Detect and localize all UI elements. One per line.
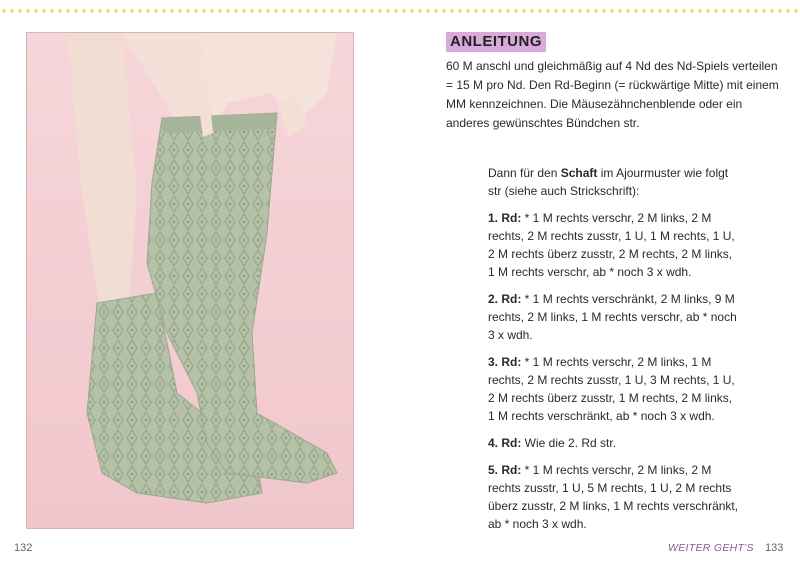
sock-photo [26, 32, 354, 529]
round-label: 1. Rd: [488, 211, 522, 225]
section-heading: ANLEITUNG [446, 32, 546, 52]
round-text: * 1 M rechts verschr, 2 M links, 2 M rechts zusstr, 1 U, 5 M rechts, 1 U, 2 M rechts überz zusstr, 2 M links, 1 M rechts verschränkt, ab * noch 3 x wdh. [488, 463, 739, 531]
round-3 [488, 353, 740, 425]
round-4 [488, 434, 740, 452]
intro-paragraph: 60 M anschl und gleichmäßig auf 4 Nd des Nd-Spiels verteilen = 15 M pro Nd. Den Rd-Beginn (= rückwärtige Mitte) mit einem MM kennzeichnen. Die Mäusezähnchenblende oder ein anderes gewünschtes Bündchen str. [446, 59, 779, 130]
round-label: 3. Rd: [488, 355, 522, 369]
round-label: 5. Rd: [488, 463, 522, 477]
round-text: Wie die 2. Rd str. [521, 436, 617, 450]
round-text: * 1 M rechts verschränkt, 2 M links, 9 M rechts, 2 M links, 1 M rechts verschr, ab * noch 3 x wdh. [488, 292, 737, 342]
shaft-post: im Ajourmuster wie folgt str (siehe auch Strickschrift): [488, 166, 729, 198]
running-title: WEITER GEHT'S [668, 542, 754, 554]
page-number-left: 132 [14, 542, 33, 554]
round-1 [488, 209, 740, 281]
shaft-pre: Dann für den [488, 166, 561, 180]
round-label: 4. Rd: [488, 436, 522, 450]
shaft-bold: Schaft [560, 166, 598, 180]
round-text: * 1 M rechts verschr, 2 M links, 2 M rechts, 2 M rechts zusstr, 1 U, 1 M rechts, 1 U, 2 M rechts überz zusstr, 2 M rechts, 2 M links, 1 M rechts verschr, ab * noch 3 x wdh. [488, 211, 735, 279]
dotted-border [0, 9, 800, 13]
round-text: * 1 M rechts verschr, 2 M links, 1 M rechts, 2 M rechts zusstr, 1 U, 3 M rechts, 1 U, 2 M rechts überz zusstr, 1 M rechts, 2 M links, 1 M rechts verschränkt, ab * noch 3 x wdh. [488, 355, 735, 423]
round-5 [488, 461, 740, 533]
instructions-column [488, 164, 740, 542]
shaft-paragraph [488, 164, 740, 200]
round-2 [488, 290, 740, 344]
round-label: 2. Rd: [488, 292, 522, 306]
page-number-right: 133 [765, 542, 784, 554]
